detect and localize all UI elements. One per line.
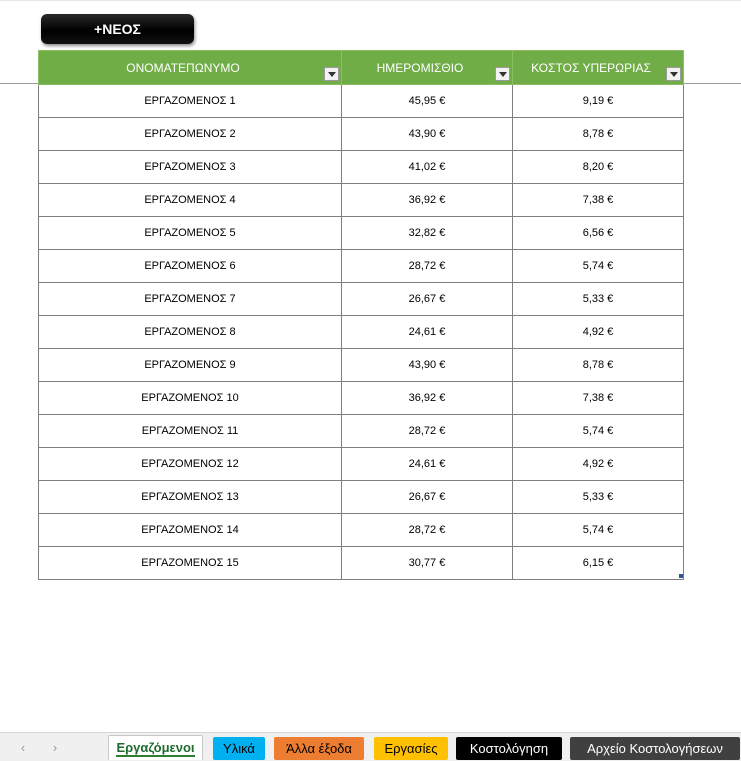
cell-overtime-cost[interactable]: 8,78 € (513, 118, 684, 151)
table-row (39, 547, 684, 580)
cell-overtime-cost[interactable]: 5,74 € (513, 415, 684, 448)
cell-daily-wage[interactable]: 30,77 € (342, 547, 513, 580)
table-row (39, 316, 684, 349)
table-row (39, 415, 684, 448)
sheet-tab[interactable] (213, 737, 265, 760)
table-row (39, 283, 684, 316)
cell-employee-name[interactable]: ΕΡΓΑΖΟΜΕΝΟΣ 12 (39, 448, 342, 481)
employees-table (38, 50, 684, 580)
sheet-tab[interactable] (108, 735, 203, 760)
cell-employee-name[interactable]: ΕΡΓΑΖΟΜΕΝΟΣ 6 (39, 250, 342, 283)
cell-employee-name[interactable]: ΕΡΓΑΖΟΜΕΝΟΣ 11 (39, 415, 342, 448)
sheet-tab[interactable] (570, 737, 740, 760)
cell-overtime-cost[interactable]: 7,38 € (513, 382, 684, 415)
table-row (39, 349, 684, 382)
cell-daily-wage[interactable]: 32,82 € (342, 217, 513, 250)
cell-daily-wage[interactable]: 43,90 € (342, 349, 513, 382)
table-resize-handle[interactable] (679, 574, 683, 578)
cell-employee-name[interactable]: ΕΡΓΑΖΟΜΕΝΟΣ 1 (39, 85, 342, 118)
sheet-tab-label: Υλικά (223, 741, 255, 756)
cell-daily-wage[interactable]: 28,72 € (342, 250, 513, 283)
table-row (39, 217, 684, 250)
sheet-tab[interactable] (274, 737, 364, 760)
chevron-left-icon[interactable]: ‹ (20, 739, 26, 755)
table-row (39, 184, 684, 217)
cell-employee-name[interactable]: ΕΡΓΑΖΟΜΕΝΟΣ 13 (39, 481, 342, 514)
chevron-right-icon[interactable]: › (52, 739, 58, 755)
cell-daily-wage[interactable]: 24,61 € (342, 316, 513, 349)
cell-overtime-cost[interactable]: 9,19 € (513, 85, 684, 118)
cell-daily-wage[interactable]: 43,90 € (342, 118, 513, 151)
cell-overtime-cost[interactable]: 6,56 € (513, 217, 684, 250)
cell-daily-wage[interactable]: 24,61 € (342, 448, 513, 481)
cell-daily-wage[interactable]: 26,67 € (342, 283, 513, 316)
cell-employee-name[interactable]: ΕΡΓΑΖΟΜΕΝΟΣ 9 (39, 349, 342, 382)
filter-dropdown-icon[interactable] (495, 67, 510, 81)
table-row (39, 151, 684, 184)
table-row (39, 250, 684, 283)
top-divider (0, 0, 741, 1)
sheet-tab-label: Εργαζόμενοι (116, 739, 195, 755)
new-employee-button[interactable]: +ΝΕΟΣ (41, 14, 194, 44)
cell-overtime-cost[interactable]: 8,78 € (513, 349, 684, 382)
table-body (39, 85, 684, 580)
table-row (39, 514, 684, 547)
cell-overtime-cost[interactable]: 4,92 € (513, 448, 684, 481)
cell-daily-wage[interactable]: 45,95 € (342, 85, 513, 118)
cell-employee-name[interactable]: ΕΡΓΑΖΟΜΕΝΟΣ 8 (39, 316, 342, 349)
filter-dropdown-icon[interactable] (324, 67, 339, 81)
sheet-tab-label: Κοστολόγηση (469, 741, 549, 756)
cell-overtime-cost[interactable]: 7,38 € (513, 184, 684, 217)
sheet-tab[interactable] (456, 737, 562, 760)
table-row (39, 481, 684, 514)
sheet-tab[interactable] (374, 737, 448, 760)
cell-overtime-cost[interactable]: 5,74 € (513, 250, 684, 283)
cell-daily-wage[interactable]: 26,67 € (342, 481, 513, 514)
column-header-daily-wage (342, 51, 513, 85)
cell-daily-wage[interactable]: 36,92 € (342, 184, 513, 217)
cell-employee-name[interactable]: ΕΡΓΑΖΟΜΕΝΟΣ 2 (39, 118, 342, 151)
column-header-label: ΟΝΟΜΑΤΕΠΩΝΥΜΟ (126, 60, 240, 75)
sheet-tab-bar (0, 732, 741, 761)
cell-overtime-cost[interactable]: 8,20 € (513, 151, 684, 184)
cell-overtime-cost[interactable]: 5,33 € (513, 283, 684, 316)
cell-employee-name[interactable]: ΕΡΓΑΖΟΜΕΝΟΣ 10 (39, 382, 342, 415)
cell-employee-name[interactable]: ΕΡΓΑΖΟΜΕΝΟΣ 3 (39, 151, 342, 184)
cell-overtime-cost[interactable]: 5,74 € (513, 514, 684, 547)
cell-employee-name[interactable]: ΕΡΓΑΖΟΜΕΝΟΣ 14 (39, 514, 342, 547)
column-header-label: ΗΜΕΡΟΜΙΣΘΙΟ (376, 60, 464, 75)
cell-employee-name[interactable]: ΕΡΓΑΖΟΜΕΝΟΣ 4 (39, 184, 342, 217)
table-row (39, 118, 684, 151)
sheet-tab-label: Άλλα έξοδα (286, 741, 352, 756)
cell-employee-name[interactable]: ΕΡΓΑΖΟΜΕΝΟΣ 7 (39, 283, 342, 316)
frozen-row-line-left (0, 83, 38, 84)
sheet-tab-label: Αρχείο Κοστολογήσεων (587, 741, 723, 756)
table-row (39, 382, 684, 415)
column-header-overtime-cost (513, 51, 684, 85)
cell-overtime-cost[interactable]: 6,15 € (513, 547, 684, 580)
table-header-row (39, 51, 684, 85)
cell-employee-name[interactable]: ΕΡΓΑΖΟΜΕΝΟΣ 5 (39, 217, 342, 250)
table-row (39, 448, 684, 481)
column-header-label: ΚΟΣΤΟΣ ΥΠΕΡΩΡΙΑΣ (531, 60, 651, 75)
cell-overtime-cost[interactable]: 4,92 € (513, 316, 684, 349)
cell-daily-wage[interactable]: 28,72 € (342, 415, 513, 448)
cell-daily-wage[interactable]: 36,92 € (342, 382, 513, 415)
cell-overtime-cost[interactable]: 5,33 € (513, 481, 684, 514)
cell-employee-name[interactable]: ΕΡΓΑΖΟΜΕΝΟΣ 15 (39, 547, 342, 580)
filter-dropdown-icon[interactable] (666, 67, 681, 81)
table-row (39, 85, 684, 118)
cell-daily-wage[interactable]: 28,72 € (342, 514, 513, 547)
frozen-row-line-right (684, 83, 741, 84)
sheet-tab-label: Εργασίες (384, 741, 438, 756)
column-header-name (39, 51, 342, 85)
cell-daily-wage[interactable]: 41,02 € (342, 151, 513, 184)
